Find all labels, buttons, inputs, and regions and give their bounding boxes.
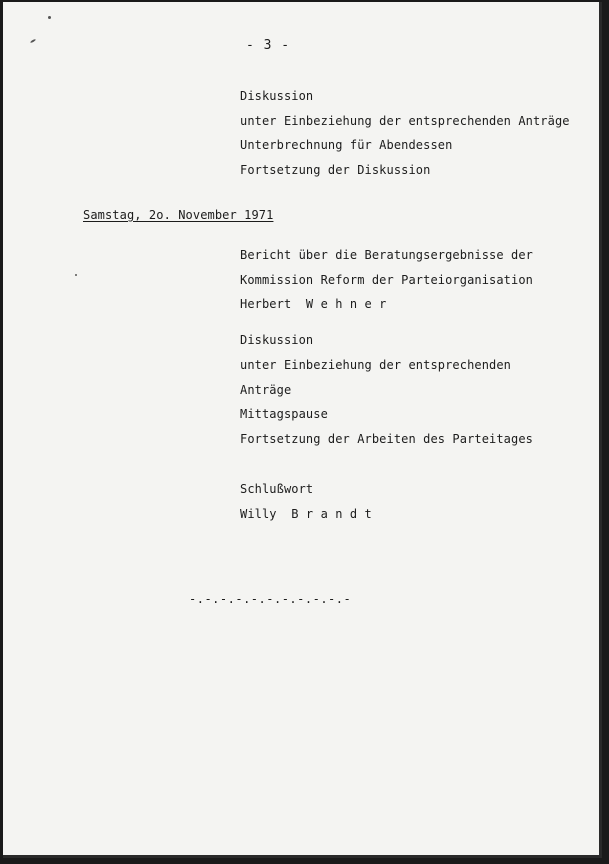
agenda-line: Bericht über die Beratungsergebnisse der bbox=[240, 248, 533, 262]
agenda-line: Fortsetzung der Arbeiten des Parteitages bbox=[240, 432, 533, 446]
separator-line: -.-.-.-.-.-.-.-.-.-.- bbox=[189, 592, 352, 606]
speaker-name: Herbert W e h n e r bbox=[240, 297, 387, 311]
agenda-line: Unterbrechnung für Abendessen bbox=[240, 138, 453, 152]
agenda-line: Anträge bbox=[240, 383, 292, 397]
scan-speck bbox=[75, 274, 77, 276]
agenda-line: unter Einbeziehung der entsprechenden Anträge bbox=[240, 114, 570, 128]
page-number: - 3 - bbox=[246, 38, 291, 53]
date-heading: Samstag, 2o. November 1971 bbox=[83, 208, 274, 222]
scan-speck bbox=[48, 16, 51, 19]
speaker-name: Willy B r a n d t bbox=[240, 507, 372, 521]
agenda-line: Schlußwort bbox=[240, 482, 314, 496]
agenda-line: Fortsetzung der Diskussion bbox=[240, 163, 431, 177]
document-page bbox=[3, 2, 602, 858]
agenda-line: Diskussion bbox=[240, 333, 314, 347]
agenda-line: Mittagspause bbox=[240, 407, 328, 421]
agenda-line: Diskussion bbox=[240, 89, 314, 103]
scan-speck bbox=[30, 39, 36, 44]
agenda-line: unter Einbeziehung der entsprechenden bbox=[240, 358, 512, 372]
agenda-line: Kommission Reform der Parteiorganisation bbox=[240, 273, 533, 287]
